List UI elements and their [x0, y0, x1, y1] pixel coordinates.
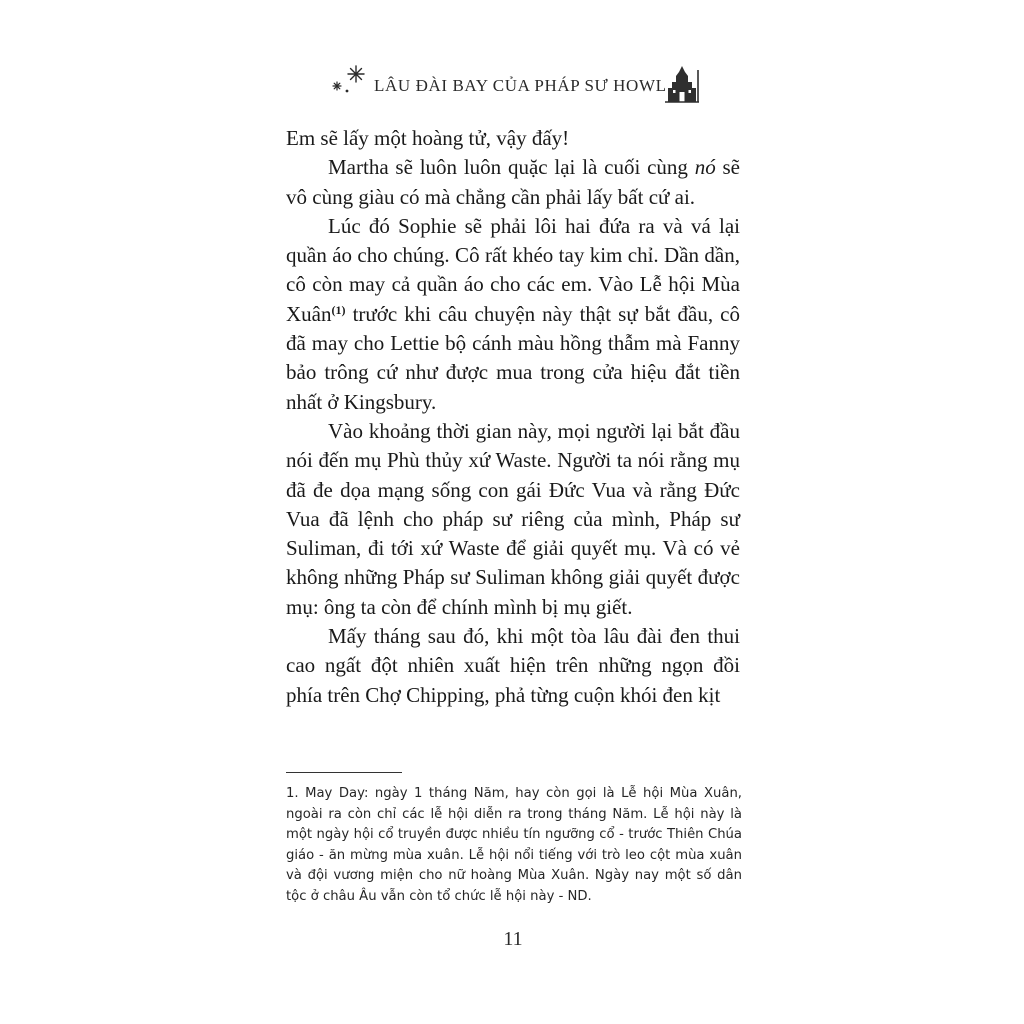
castle-icon	[664, 64, 700, 104]
paragraph-3-part-b: trước khi câu chuyện này thật sự bắt đầu, cô đã may cho Lettie bộ cánh màu hồng thẫm mà Fanny bảo trông cứ như được mua trong cửa hiệu đắt tiền nhất ở Kingsbury.	[286, 301, 740, 414]
footnote: 1. May Day: ngày 1 tháng Năm, hay còn gọi là Lễ hội Mùa Xuân, ngoài ra còn chỉ các lễ hội diễn ra trong tháng Năm. Lễ hội này là một ngày hội cổ truyền được nhiều tín ngưỡng cổ - trước Thiên Chúa giáo - ăn mừng mùa xuân. Lễ hội nổi tiếng với trò leo cột mùa xuân và đội vương miện cho nữ hoàng Mùa Xuân. Ngày nay một số dân tộc ở châu Âu vẫn còn tổ chức lễ hội này - ND.	[286, 786, 742, 904]
footnote-reference: (1)	[331, 302, 346, 317]
paragraph-1: Em sẽ lấy một hoàng tử, vậy đấy!	[286, 126, 570, 150]
footnote-divider	[286, 772, 402, 773]
paragraph-2-part-a: Martha sẽ luôn luôn quặc lại là cuối cùng	[328, 155, 695, 180]
page-number-container	[0, 928, 1024, 951]
running-header	[330, 62, 702, 104]
book-title: LÂU ĐÀI BAY CỦA PHÁP SƯ HOWL	[374, 76, 667, 95]
stars-icon	[330, 62, 372, 96]
page-number: 11	[503, 928, 523, 950]
paragraph-3-part-a: Lúc đó Sophie sẽ phải lôi hai đứa ra và vá lại quần áo cho chúng. Cô rất khéo tay kim chỉ. Dần dần, cô còn may cả quần áo cho các em. Vào Lễ hội Mùa Xuân	[286, 213, 740, 326]
paragraph-2-part-b: sẽ vô cùng giàu có mà chẳng cần phải lấy bất cứ ai.	[286, 155, 740, 209]
paragraph-5: Mấy tháng sau đó, khi một tòa lâu đài đen thui cao ngất đột nhiên xuất hiện trên những ngọn đồi phía trên Chợ Chipping, phả từng cuộn khói đen kịt	[286, 624, 740, 707]
paragraph-3	[286, 212, 740, 417]
body-text	[286, 124, 740, 710]
paragraph-2	[286, 153, 740, 212]
paragraph-4: Vào khoảng thời gian này, mọi người lại bắt đầu nói đến mụ Phù thủy xứ Waste. Người ta nói rằng mụ đã đe dọa mạng sống con gái Đức Vua và rằng Đức Vua đã lệnh cho pháp sư riêng của mình, Pháp sư Suliman, đi tới xứ Waste để giải quyết mụ. Và có vẻ không những Pháp sư Suliman không giải quyết được mụ: ông ta còn để chính mình bị mụ giết.	[286, 418, 740, 619]
emphasis-no: nó	[694, 155, 716, 180]
